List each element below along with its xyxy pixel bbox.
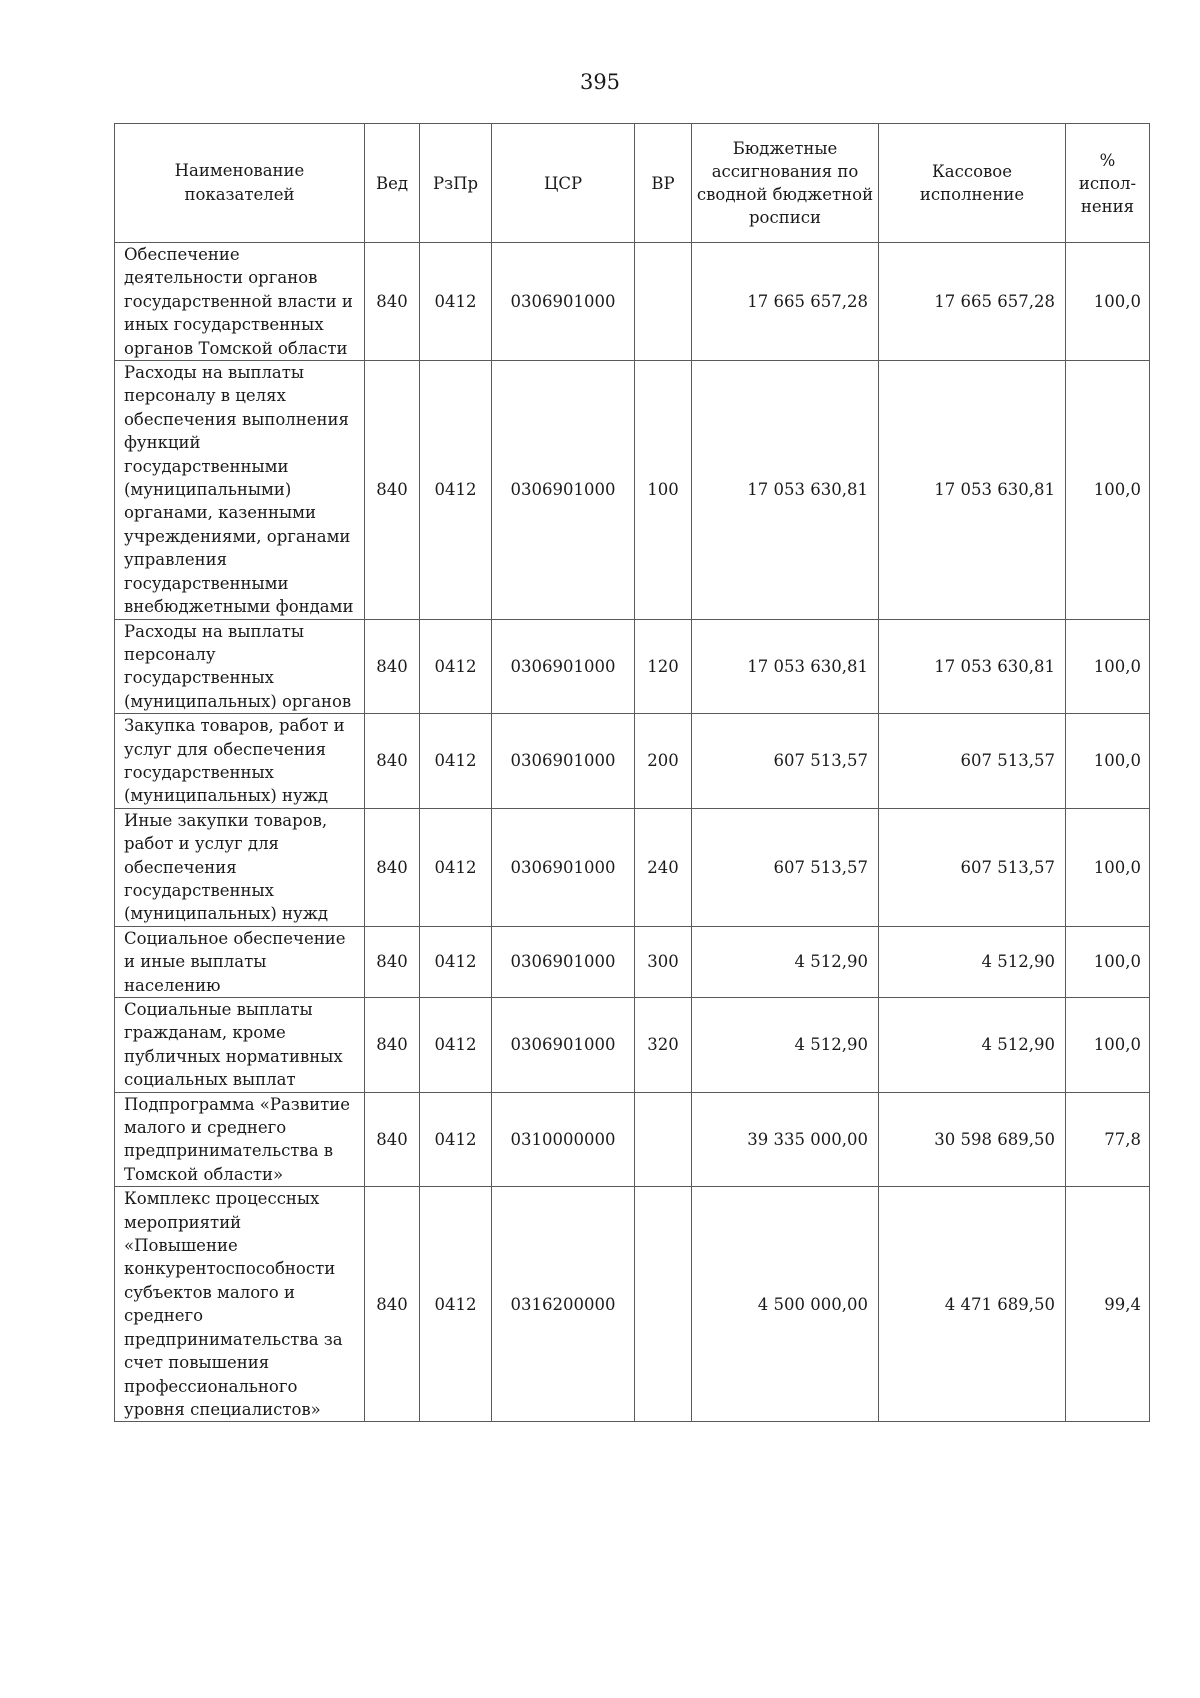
cell-percent-execution: 99,4 (1066, 1187, 1150, 1422)
cell-ved: 840 (365, 1092, 420, 1187)
cell-percent-execution: 100,0 (1066, 714, 1150, 809)
header-csr: ЦСР (492, 124, 635, 243)
table-row (115, 926, 1150, 997)
cell-name: Расходы на выплаты персоналу государственных (муниципальных) органов (115, 619, 365, 714)
cell-name: Подпрограмма «Развитие малого и среднего предпринимательства в Томской области» (115, 1092, 365, 1187)
table-row (115, 243, 1150, 361)
cell-percent-execution: 100,0 (1066, 926, 1150, 997)
cell-percent-execution: 100,0 (1066, 998, 1150, 1093)
cell-cash-execution: 607 513,57 (879, 808, 1066, 926)
cell-percent-execution: 100,0 (1066, 361, 1150, 619)
cell-vr: 100 (635, 361, 692, 619)
cell-name: Обеспечение деятельности органов государственной власти и иных государственных органов Томской области (115, 243, 365, 361)
cell-vr (635, 243, 692, 361)
cell-vr: 120 (635, 619, 692, 714)
cell-rzpr: 0412 (420, 926, 492, 997)
cell-vr: 240 (635, 808, 692, 926)
cell-assignments: 4 500 000,00 (692, 1187, 879, 1422)
cell-rzpr: 0412 (420, 998, 492, 1093)
cell-csr: 0316200000 (492, 1187, 635, 1422)
cell-ved: 840 (365, 926, 420, 997)
cell-percent-execution: 100,0 (1066, 619, 1150, 714)
cell-name: Расходы на выплаты персоналу в целях обеспечения выполнения функций государственными (муниципальными) органами, казенными учреждениями, органами управления государственными внебюджетными фондами (115, 361, 365, 619)
cell-csr: 0306901000 (492, 243, 635, 361)
cell-cash-execution: 17 665 657,28 (879, 243, 1066, 361)
cell-name: Социальное обеспечение и иные выплаты населению (115, 926, 365, 997)
table-header-row (115, 124, 1150, 243)
cell-csr: 0306901000 (492, 808, 635, 926)
cell-assignments: 607 513,57 (692, 808, 879, 926)
cell-csr: 0306901000 (492, 998, 635, 1093)
cell-name: Комплекс процессных мероприятий «Повышение конкурентоспособности субъектов малого и среднего предпринимательства за счет повышения профессионального уровня специалистов» (115, 1187, 365, 1422)
cell-ved: 840 (365, 998, 420, 1093)
cell-csr: 0306901000 (492, 926, 635, 997)
cell-ved: 840 (365, 1187, 420, 1422)
cell-name: Закупка товаров, работ и услуг для обеспечения государственных (муниципальных) нужд (115, 714, 365, 809)
table-row (115, 361, 1150, 619)
table-row (115, 808, 1150, 926)
cell-vr: 300 (635, 926, 692, 997)
cell-ved: 840 (365, 243, 420, 361)
cell-ved: 840 (365, 619, 420, 714)
cell-vr: 200 (635, 714, 692, 809)
cell-assignments: 17 053 630,81 (692, 619, 879, 714)
header-percent-execution: % испол-нения (1066, 124, 1150, 243)
cell-assignments: 17 665 657,28 (692, 243, 879, 361)
cell-assignments: 4 512,90 (692, 998, 879, 1093)
cell-percent-execution: 100,0 (1066, 808, 1150, 926)
cell-vr (635, 1092, 692, 1187)
cell-cash-execution: 4 512,90 (879, 926, 1066, 997)
page-number: 395 (579, 70, 621, 94)
cell-name: Иные закупки товаров, работ и услуг для обеспечения государственных (муниципальных) нужд (115, 808, 365, 926)
cell-percent-execution: 77,8 (1066, 1092, 1150, 1187)
header-cash-execution: Кассовое исполнение (879, 124, 1066, 243)
cell-rzpr: 0412 (420, 808, 492, 926)
cell-rzpr: 0412 (420, 1187, 492, 1422)
cell-assignments: 607 513,57 (692, 714, 879, 809)
table-row (115, 714, 1150, 809)
header-rzpr: РзПр (420, 124, 492, 243)
cell-assignments: 17 053 630,81 (692, 361, 879, 619)
cell-csr: 0306901000 (492, 714, 635, 809)
cell-cash-execution: 17 053 630,81 (879, 361, 1066, 619)
cell-vr: 320 (635, 998, 692, 1093)
cell-rzpr: 0412 (420, 361, 492, 619)
cell-csr: 0306901000 (492, 361, 635, 619)
cell-cash-execution: 4 512,90 (879, 998, 1066, 1093)
cell-csr: 0310000000 (492, 1092, 635, 1187)
cell-rzpr: 0412 (420, 714, 492, 809)
cell-ved: 840 (365, 714, 420, 809)
cell-ved: 840 (365, 361, 420, 619)
header-name: Наименование показателей (115, 124, 365, 243)
table-row (115, 1092, 1150, 1187)
cell-cash-execution: 4 471 689,50 (879, 1187, 1066, 1422)
header-ved: Вед (365, 124, 420, 243)
cell-cash-execution: 17 053 630,81 (879, 619, 1066, 714)
cell-rzpr: 0412 (420, 243, 492, 361)
cell-name: Социальные выплаты гражданам, кроме публичных нормативных социальных выплат (115, 998, 365, 1093)
cell-cash-execution: 607 513,57 (879, 714, 1066, 809)
cell-cash-execution: 30 598 689,50 (879, 1092, 1066, 1187)
cell-rzpr: 0412 (420, 1092, 492, 1187)
header-assignments: Бюджетные ассигнования по сводной бюджетной росписи (692, 124, 879, 243)
table-row (115, 998, 1150, 1093)
header-vr: ВР (635, 124, 692, 243)
cell-assignments: 39 335 000,00 (692, 1092, 879, 1187)
cell-vr (635, 1187, 692, 1422)
cell-csr: 0306901000 (492, 619, 635, 714)
budget-execution-table (114, 123, 1150, 1422)
cell-assignments: 4 512,90 (692, 926, 879, 997)
cell-percent-execution: 100,0 (1066, 243, 1150, 361)
cell-rzpr: 0412 (420, 619, 492, 714)
table-row (115, 619, 1150, 714)
table-row (115, 1187, 1150, 1422)
cell-ved: 840 (365, 808, 420, 926)
